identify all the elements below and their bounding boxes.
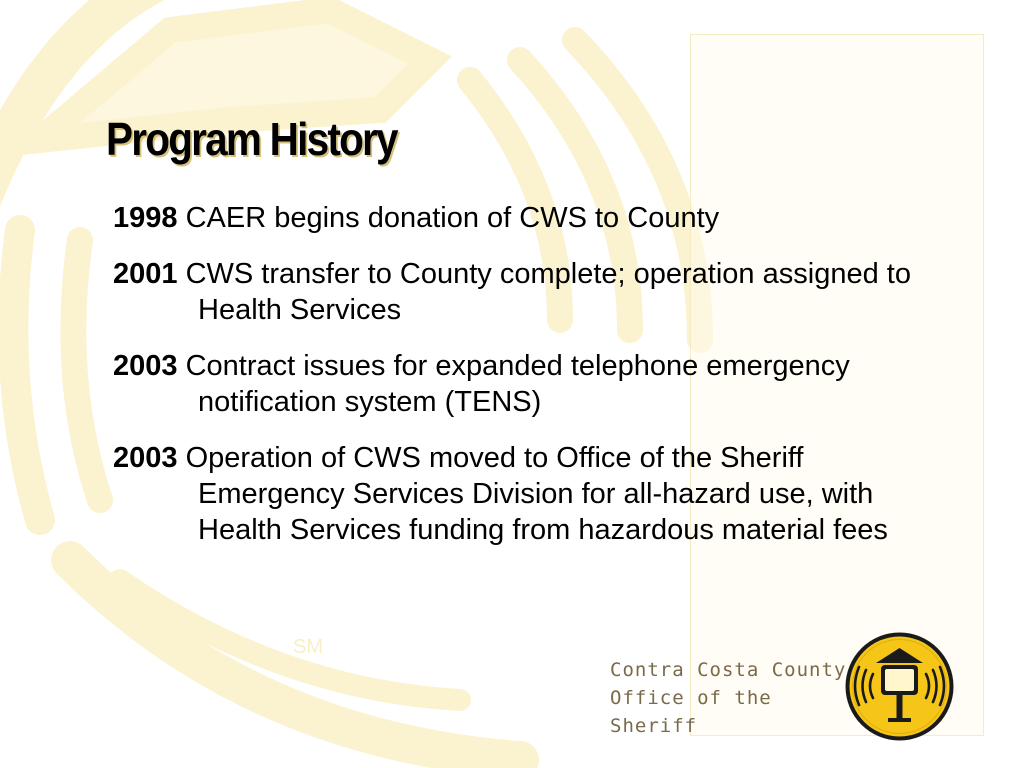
office-line: Contra Costa County [610, 659, 847, 681]
timeline-entry [113, 440, 953, 548]
slide-title: Program History [106, 113, 397, 165]
timeline-text: CAER begins donation of CWS to County [185, 202, 720, 234]
timeline-entry [113, 348, 953, 420]
timeline-text: Operation of CWS moved to Office of the Sheriff Emergency Services Division for all-hazard use, with Health Services funding from hazardous material fees [185, 442, 888, 546]
timeline-year: 2003 [113, 350, 178, 382]
office-line: Sheriff [610, 715, 698, 737]
service-mark: SM [293, 636, 323, 658]
timeline-year: 2001 [113, 258, 178, 290]
office-name [610, 656, 846, 740]
timeline-text: Contract issues for expanded telephone emergency notification system (TENS) [185, 350, 850, 418]
warning-siren-seal-icon [843, 630, 956, 743]
timeline-list [113, 200, 953, 568]
timeline-entry [113, 256, 953, 328]
timeline-entry [113, 200, 953, 236]
timeline-text: CWS transfer to County complete; operation assigned to Health Services [185, 258, 911, 326]
timeline-year: 2003 [113, 442, 178, 474]
office-line: Office of the [610, 687, 772, 709]
timeline-year: 1998 [113, 202, 178, 234]
